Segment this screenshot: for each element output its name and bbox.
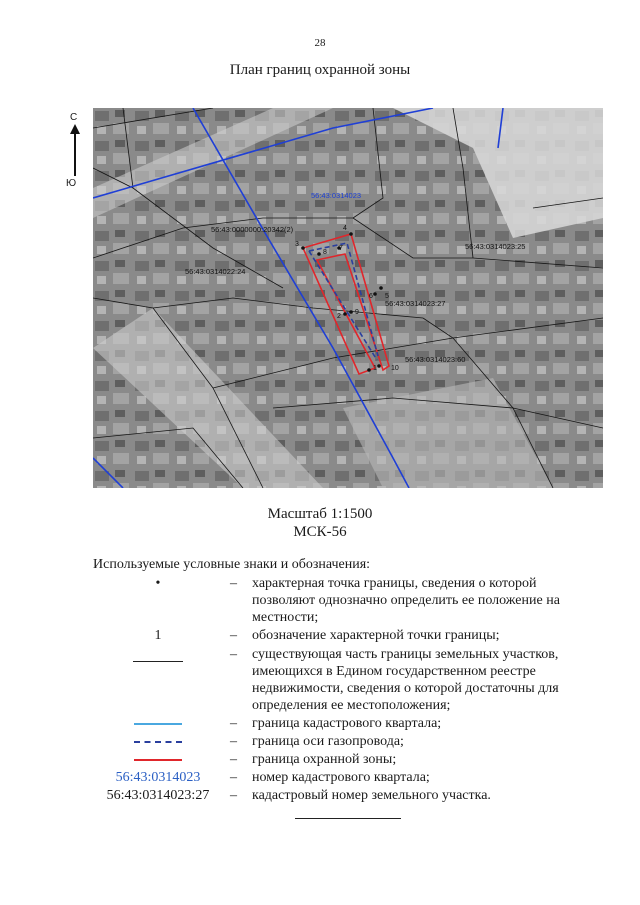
map-point-label: 3 xyxy=(295,241,299,248)
legend-dash: – xyxy=(230,734,237,749)
legend-dash: – xyxy=(230,770,237,785)
legend-dash: – xyxy=(230,576,237,591)
page-number: 28 xyxy=(314,37,326,49)
cadastral-map xyxy=(93,108,603,488)
pipeline-axis-symbol xyxy=(93,733,223,750)
map-parcel-label: 56:43:0314023:60 xyxy=(405,355,466,364)
legend-description: существующая часть границы земельных участков, имеющихся в Едином государственном реестре недвижимости, сведения о которой достаточны для определения ее местоположения; xyxy=(252,647,559,713)
legend-description: граница оси газопровода; xyxy=(252,734,404,749)
parcel-number-symbol: 56:43:0314023:27 xyxy=(106,788,210,803)
map-point-label: 7 xyxy=(339,245,343,252)
compass-south-label: Ю xyxy=(66,178,77,189)
map-point-label: 10 xyxy=(391,365,399,372)
compass-north-label: С xyxy=(70,112,78,123)
point-number-symbol: 1 xyxy=(154,628,162,643)
map-parcel-label: 56:43:0314022:24 xyxy=(185,267,246,276)
quarter-boundary-symbol xyxy=(93,715,223,732)
legend-description: граница кадастрового квартала; xyxy=(252,716,442,731)
legend-dash: – xyxy=(230,628,237,643)
legend-dash: – xyxy=(230,716,237,731)
map-point-label: 9 xyxy=(355,309,359,316)
legend-description: номер кадастрового квартала; xyxy=(252,770,430,785)
north-arrow-icon xyxy=(64,112,88,192)
scale-block xyxy=(0,505,640,541)
legend-description: характерная точка границы, сведения о которой позволяют однозначно определить ее положение на местности; xyxy=(252,576,560,625)
map-parcel-label: 56:43:0000000:20342(2) xyxy=(211,225,294,234)
legend-dash: – xyxy=(230,752,237,767)
map-parcel-label: 56:43:0314023:27 xyxy=(385,299,446,308)
legend-dash: – xyxy=(230,788,237,803)
page-title: План границ охранной зоны xyxy=(229,62,411,78)
legend-description: граница охранной зоны; xyxy=(252,752,397,767)
scale-label: Масштаб 1:1500 xyxy=(267,506,373,522)
parcel-boundary-symbol xyxy=(93,646,223,663)
legend-title: Используемые условные знаки и обозначения: xyxy=(93,557,371,572)
map-parcel-label: 56:43:0314023:25 xyxy=(465,242,526,251)
legend-dash: – xyxy=(230,647,237,662)
map-image xyxy=(93,108,603,488)
arrow-icon xyxy=(68,124,82,178)
map-point-label: 4 xyxy=(343,225,347,232)
point-symbol: • xyxy=(155,576,161,591)
map-point-label: 8 xyxy=(323,249,327,256)
protection-zone-symbol xyxy=(93,751,223,768)
map-point-label: 6 xyxy=(369,293,373,300)
quarter-number-symbol: 56:43:0314023 xyxy=(115,770,201,785)
map-point-label: 1 xyxy=(373,365,377,372)
map-quarter-label: 56:43:0314023 xyxy=(311,191,362,200)
map-point-label: 5 xyxy=(385,293,389,300)
legend-description: обозначение характерной точки границы; xyxy=(252,628,500,643)
end-divider xyxy=(295,818,401,819)
coordinate-system-label: МСК-56 xyxy=(293,524,347,540)
map-point-label: 2 xyxy=(337,313,341,320)
legend-description: кадастровый номер земельного участка. xyxy=(252,788,491,803)
